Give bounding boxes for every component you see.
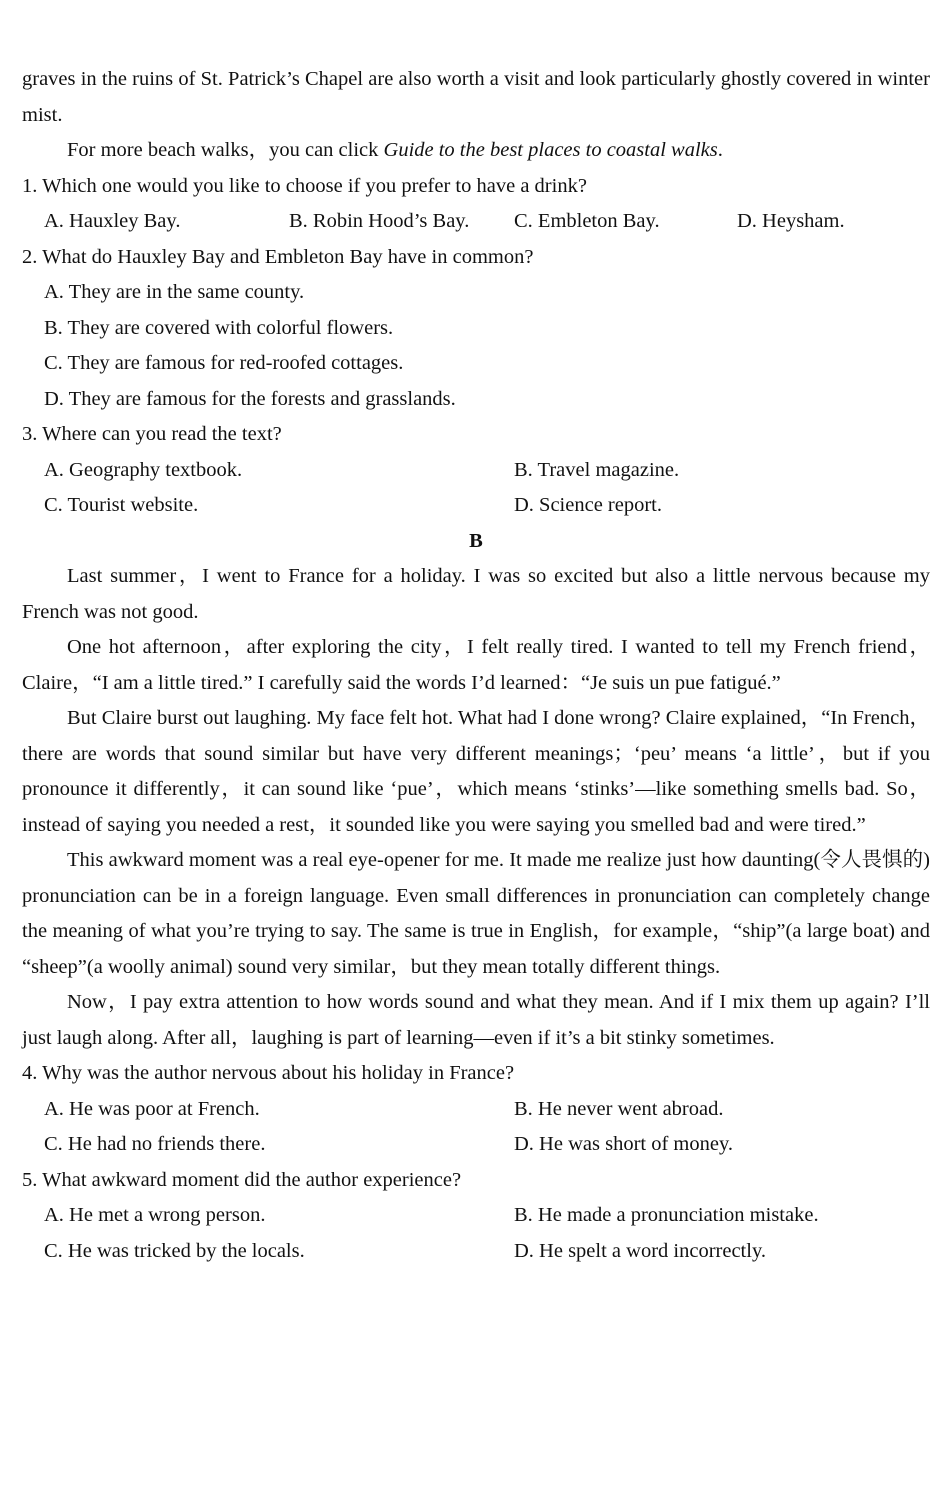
option-a[interactable]: A. He met a wrong person. bbox=[44, 1204, 266, 1226]
question-4-options-row-1 bbox=[22, 1092, 930, 1128]
guide-link[interactable]: Guide to the best places to coastal walks bbox=[383, 139, 718, 161]
question-3-options-row-1 bbox=[22, 453, 930, 489]
option-b[interactable]: B. Travel magazine. bbox=[514, 458, 680, 481]
option-c[interactable]: C. He had no friends there. bbox=[44, 1133, 266, 1155]
question-1-stem: 1. Which one would you like to choose if you prefer to have a drink? bbox=[22, 174, 587, 197]
option-a[interactable]: A. Geography textbook. bbox=[44, 458, 243, 481]
option-b[interactable]: B. Robin Hood’s Bay. bbox=[289, 210, 470, 232]
option-d[interactable]: D. Science report. bbox=[514, 494, 662, 516]
question-2-stem: 2. What do Hauxley Bay and Embleton Bay have in common? bbox=[22, 245, 534, 268]
option-d[interactable]: D. They are famous for the forests and grasslands. bbox=[44, 387, 456, 410]
option-c[interactable]: C. Tourist website. bbox=[44, 494, 199, 516]
passage-b-paragraph-5: Now，I pay extra attention to how words sound and what they mean. And if I mix them up again? I’ll just laugh along. After all，laughing is part of learning—even if it’s a bit stinky sometimes. bbox=[22, 991, 930, 1049]
section-b-heading: B bbox=[469, 529, 483, 552]
question-5-options-row-2 bbox=[22, 1234, 930, 1270]
option-a[interactable]: A. They are in the same county. bbox=[44, 281, 305, 303]
option-c[interactable]: C. They are famous for red-roofed cottages. bbox=[44, 352, 404, 374]
question-3-stem: 3. Where can you read the text? bbox=[22, 423, 282, 445]
question-4-options-row-2 bbox=[22, 1127, 930, 1163]
passage-b-paragraph-1: Last summer，I went to France for a holiday. I was so excited but also a little nervous because my French was not good. bbox=[22, 565, 930, 623]
question-5-stem: 5. What awkward moment did the author experience? bbox=[22, 1168, 462, 1191]
passage-b-paragraph-2: One hot afternoon，after exploring the city，I felt really tired. I wanted to tell my French friend，Claire，“I am a little tired.” I carefully said the words I’d learned：“Je suis un pue fatigué.” bbox=[22, 636, 930, 694]
question-1-options bbox=[22, 204, 930, 240]
option-b[interactable]: B. He made a pronunciation mistake. bbox=[514, 1204, 819, 1226]
passage-a-guide-paragraph: For more beach walks，you can click Guide to the best places to coastal walks. bbox=[67, 139, 723, 161]
option-d[interactable]: D. He spelt a word incorrectly. bbox=[514, 1239, 766, 1262]
passage-b-paragraph-3: But Claire burst out laughing. My face felt hot. What had I done wrong? Claire explained，“In French，there are words that sound similar but have very different meanings；‘peu’ means ‘a little’，but if you pronounce it differently，it can sound like ‘pue’，which means ‘stinks’—like something smells bad. So，instead of saying you needed a rest，it sounded like you were saying you smelled bad and were tired.” bbox=[22, 707, 930, 836]
option-c[interactable]: C. He was tricked by the locals. bbox=[44, 1239, 305, 1262]
passage-a-paragraph: graves in the ruins of St. Patrick’s Chapel are also worth a visit and look particularly ghostly covered in winter mist. bbox=[22, 68, 930, 126]
option-d[interactable]: D. He was short of money. bbox=[514, 1133, 734, 1155]
option-a[interactable]: A. He was poor at French. bbox=[44, 1097, 260, 1120]
question-3-options-row-2 bbox=[22, 488, 930, 524]
option-c[interactable]: C. Embleton Bay. bbox=[514, 210, 660, 232]
option-d[interactable]: D. Heysham. bbox=[737, 210, 845, 232]
exam-page bbox=[22, 62, 930, 1269]
question-4-stem: 4. Why was the author nervous about his holiday in France? bbox=[22, 1062, 515, 1084]
passage-b-paragraph-4: This awkward moment was a real eye-opener for me. It made me realize just how daunting(令人畏惧的) pronunciation can be in a foreign language. Even small differences in pronunciation can completely change the meaning of what you’re trying to say. The same is true in English，for example，“ship”(a large boat) and “sheep”(a woolly animal) sound very similar，but they mean totally different things. bbox=[22, 849, 930, 978]
option-a[interactable]: A. Hauxley Bay. bbox=[44, 210, 181, 232]
option-b[interactable]: B. He never went abroad. bbox=[514, 1097, 724, 1120]
option-b[interactable]: B. They are covered with colorful flowers. bbox=[44, 316, 394, 339]
question-5-options-row-1 bbox=[22, 1198, 930, 1234]
